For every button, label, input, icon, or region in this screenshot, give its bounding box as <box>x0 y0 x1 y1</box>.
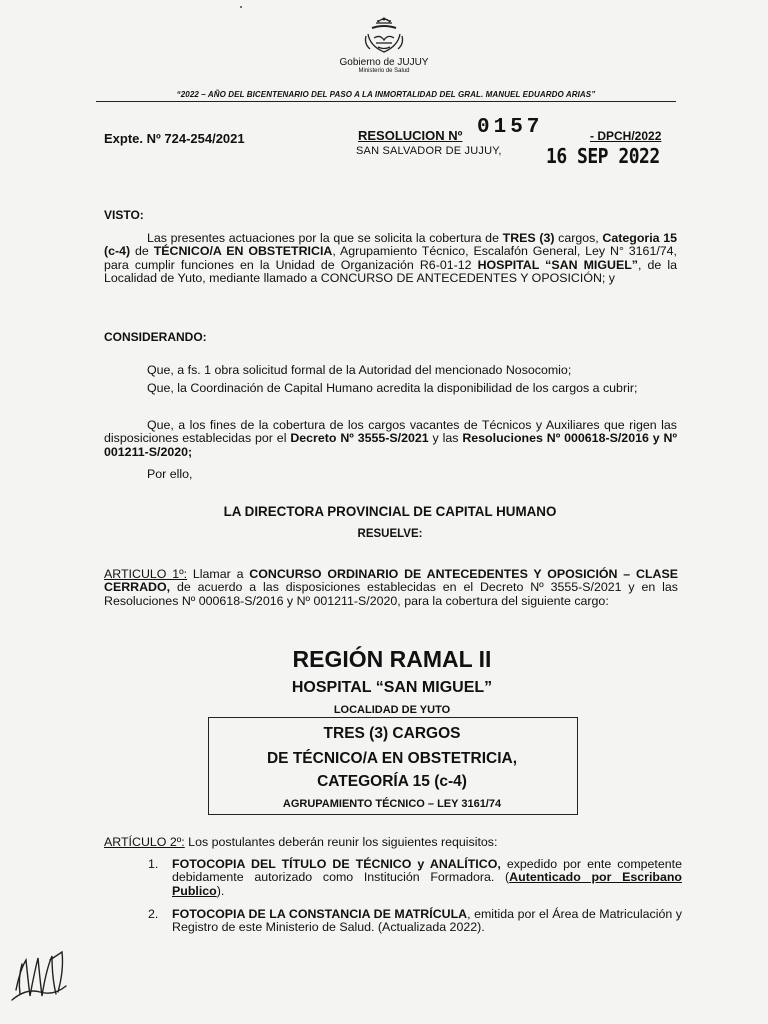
position-group: AGRUPAMIENTO TÉCNICO – LEY 3161/74 <box>282 798 502 810</box>
requirement-item: FOTOCOPIA DE LA CONSTANCIA DE MATRÍCULA, emitida por el Área de Matriculación y Registro de este Ministerio de Salud. (Actualizada 2022). <box>172 907 682 935</box>
considerando-paragraph: Que, a fs. 1 obra solicitud formal de la Autoridad del mencionado Nosocomio; <box>147 363 572 377</box>
articulo-1: ARTICULO 1º: Llamar a CONCURSO ORDINARIO DE ANTECEDENTES Y OPOSICIÓN – CLASE CERRADO, de acuerdo a las disposiciones establecidas en el Decreto Nº 3555-S/2021 y en las Resoluciones Nº 000618-S/2016 y Nº 001211-S/2020, para la cobertura del siguiente cargo: <box>104 567 678 608</box>
date-stamp: 16 SEP 2022 <box>546 144 660 169</box>
locality-name: LOCALIDAD DE YUTO <box>333 704 451 716</box>
scan-speck <box>240 6 242 8</box>
handwritten-signature <box>6 930 78 1010</box>
resolution-suffix: - DPCH/2022 <box>590 129 662 143</box>
considerando-paragraph: Que, a los fines de la cobertura de los cargos vacantes de Técnicos y Auxiliares que rigen las disposiciones establecidas por el Decreto Nº 3555-S/2021 y las Resoluciones Nº 000618-S/2016 y Nº 001211-S/2020; <box>104 418 677 459</box>
requirement-item: FOTOCOPIA DEL TÍTULO DE TÉCNICO y ANALÍTICO, expedido por ente competente debidamente autorizado como Institución Formadora. (Autenticado por Escribano Publico). <box>172 857 682 898</box>
expediente-number: Expte. Nº 724-254/2021 <box>104 131 245 146</box>
requirement-number: 1. <box>148 857 159 871</box>
issuing-authority: LA DIRECTORA PROVINCIAL DE CAPITAL HUMANO <box>223 504 557 519</box>
provincial-coat-of-arms-icon <box>354 14 414 58</box>
position-count: TRES (3) CARGOS <box>323 725 461 742</box>
resuelve-heading: RESUELVE: <box>357 528 423 540</box>
visto-paragraph: Las presentes actuaciones por la que se solicita la cobertura de TRES (3) cargos, Categoria 15 (c-4) de TÉCNICO/A EN OBSTETRICIA, Agrupamiento Técnico, Escalafón General, Ley N° 3161/74, para cumplir funciones en la Unidad de Organización R6-01-12 HOSPITAL “SAN MIGUEL”, de la Localidad de Yuto, mediante llamado a CONCURSO DE ANTECEDENTES Y OPOSICIÓN; y <box>104 231 678 286</box>
requirement-number: 2. <box>148 907 159 921</box>
considerando-heading: CONSIDERANDO: <box>104 330 207 344</box>
considerando-paragraph: Que, la Coordinación de Capital Humano acredita la disponibilidad de los cargos a cubrir; <box>147 381 638 395</box>
year-motto: “2022 – AÑO DEL BICENTENARIO DEL PASO A LA INMORTALIDAD DEL GRAL. MANUEL EDUARDO ARIAS” <box>176 90 596 99</box>
position-title: DE TÉCNICO/A EN OBSTETRICIA, <box>266 750 518 767</box>
issue-city: SAN SALVADOR DE JUJUY, <box>356 145 502 157</box>
visto-heading: VISTO: <box>104 208 144 222</box>
articulo-2: ARTÍCULO 2º: Los postulantes deberán reunir los siguientes requisitos: <box>104 835 498 849</box>
hospital-name: HOSPITAL “SAN MIGUEL” <box>291 679 493 696</box>
header-divider <box>96 101 676 102</box>
resolution-label: RESOLUCION Nº <box>358 128 463 143</box>
ministry-name: Ministerio de Salud <box>358 68 410 74</box>
considerando-closing: Por ello, <box>147 467 193 481</box>
region-title: REGIÓN RAMAL II <box>292 646 492 672</box>
government-name: Gobierno de JUJUY <box>339 57 429 68</box>
position-category: CATEGORÍA 15 (c-4) <box>317 773 467 790</box>
resolution-number: 0157 <box>477 116 544 139</box>
